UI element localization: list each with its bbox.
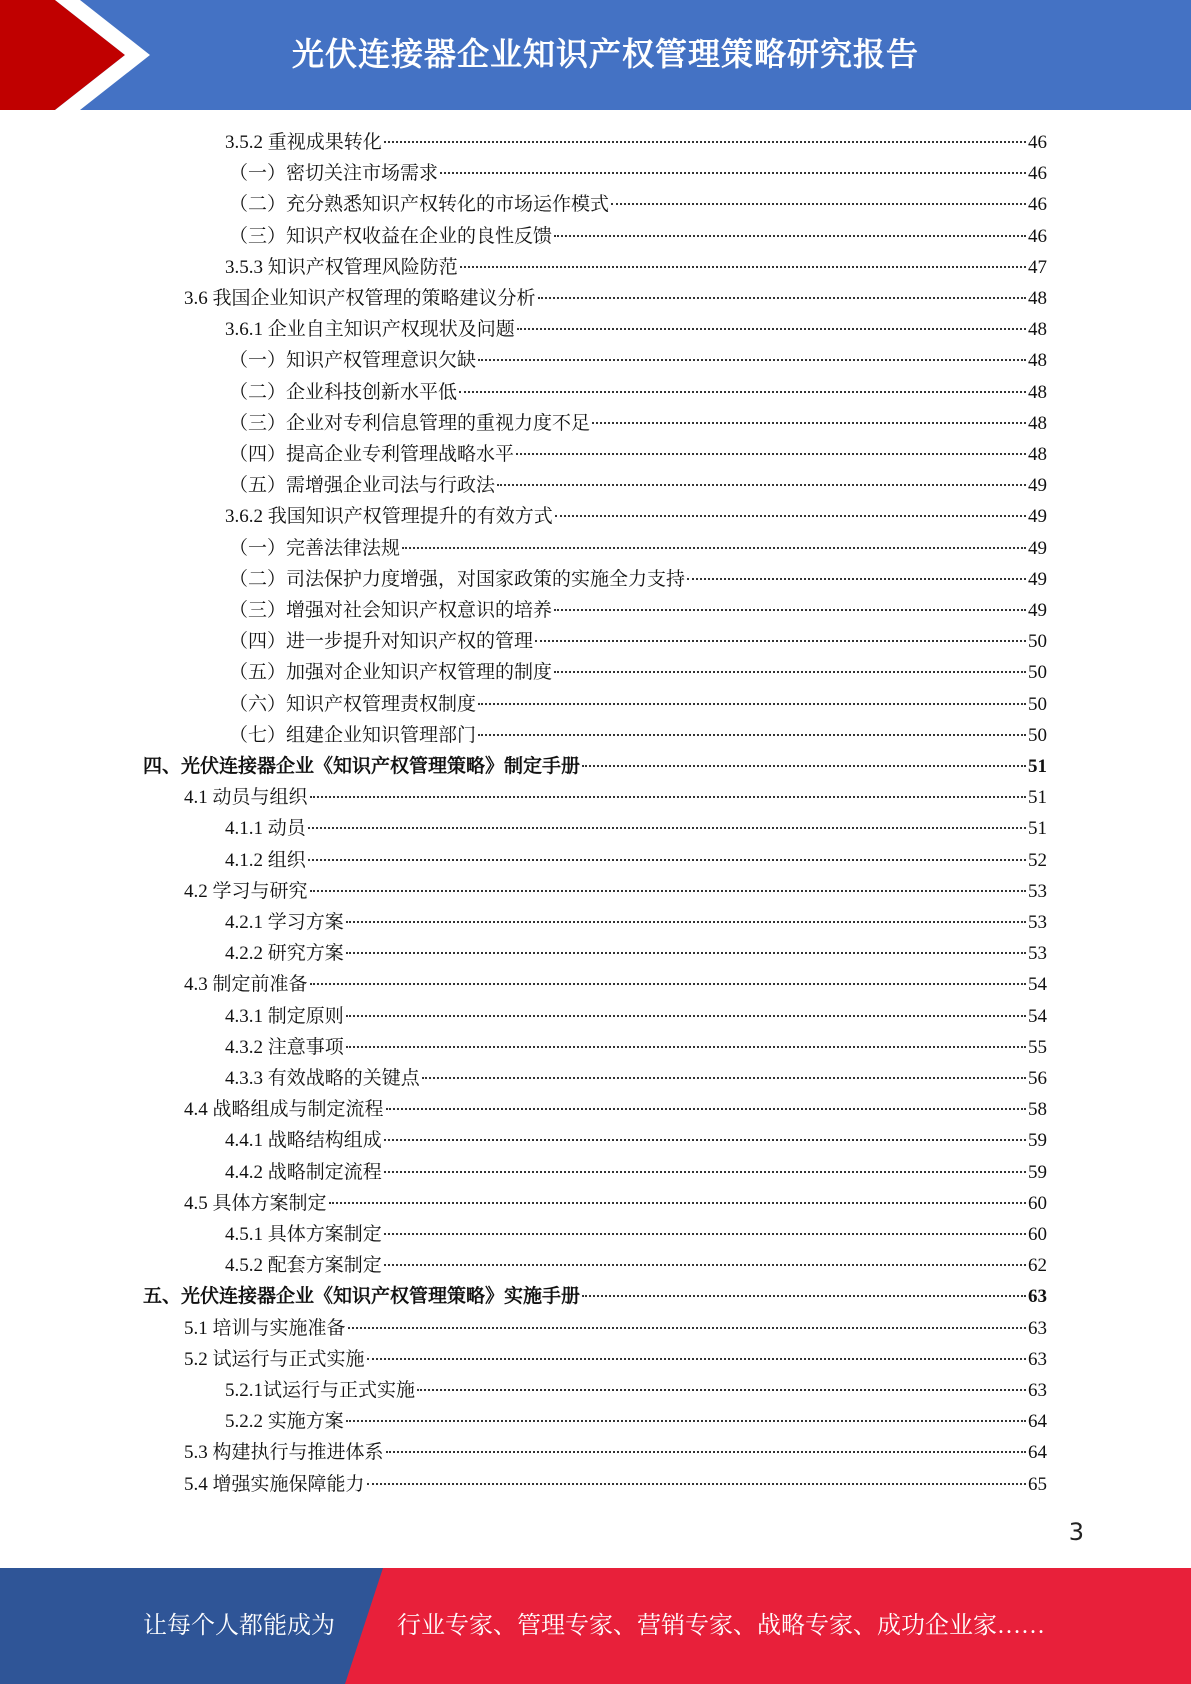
toc-entry-number: 五、 [143, 1286, 182, 1308]
toc-entry-page: 53 [1028, 880, 1047, 902]
toc-entry-label: 学习与研究 [212, 880, 308, 902]
toc-entry-number: 3.6 [184, 288, 208, 309]
toc-dot-leader [459, 391, 1026, 393]
toc-entry[interactable] [225, 314, 1047, 345]
toc-entry[interactable] [143, 1281, 1047, 1312]
toc-entry[interactable] [229, 345, 1047, 376]
toc-entry-number: 3.6.1 [225, 319, 263, 341]
toc-entry[interactable] [229, 377, 1047, 408]
toc-entry-label: 重视成果转化 [267, 132, 382, 153]
toc-entry-label: 制定原则 [267, 1005, 344, 1027]
toc-entry[interactable] [225, 813, 1047, 844]
page-footer [0, 1568, 1191, 1684]
toc-entry[interactable] [225, 1063, 1047, 1094]
toc-dot-leader [346, 1015, 1026, 1017]
toc-entry[interactable] [225, 1406, 1047, 1437]
toc-dot-leader [592, 422, 1026, 424]
toc-entry-label: 动员 [267, 818, 306, 840]
toc-entry-label: 配套方案制定 [267, 1255, 382, 1277]
toc-entry[interactable] [229, 564, 1047, 595]
toc-dot-leader [535, 640, 1026, 642]
toc-entry-page: 49 [1028, 568, 1047, 590]
toc-entry[interactable] [229, 439, 1047, 470]
toc-entry-number: 4.2 [184, 880, 208, 902]
toc-entry-page: 51 [1028, 756, 1047, 777]
toc-entry[interactable] [225, 1032, 1047, 1063]
toc-entry-page: 60 [1028, 1224, 1047, 1245]
toc-entry-label: 知识产权管理风险防范 [267, 256, 458, 278]
toc-entry-label: 密切关注市场需求 [286, 163, 439, 185]
toc-entry-page: 53 [1028, 912, 1047, 933]
toc-entry-page: 48 [1028, 288, 1047, 309]
toc-entry-label: 战略结构组成 [267, 1130, 382, 1152]
toc-entry[interactable] [229, 189, 1047, 220]
toc-entry[interactable] [184, 1437, 1047, 1468]
report-title: 光伏连接器企业知识产权管理策略研究报告 [291, 35, 919, 73]
toc-entry[interactable] [225, 907, 1047, 938]
toc-entry-number: （三） [229, 225, 287, 247]
toc-entry-number: 4.4 [184, 1099, 208, 1121]
toc-entry[interactable] [229, 408, 1047, 439]
toc-entry-label: 进一步提升对知识产权的管理 [286, 631, 534, 653]
toc-dot-leader [386, 1108, 1026, 1110]
toc-dot-leader [440, 172, 1026, 174]
toc-entry-number: （三） [229, 600, 287, 621]
toc-entry[interactable] [184, 1344, 1047, 1375]
toc-entry[interactable] [184, 1313, 1047, 1344]
toc-entry-number: （三） [229, 412, 287, 434]
toc-dot-leader [308, 827, 1026, 829]
toc-dot-leader [367, 1358, 1026, 1360]
toc-entry-number: （五） [229, 662, 287, 684]
toc-entry[interactable] [143, 751, 1047, 782]
toc-entry-label: 增强实施保障能力 [212, 1473, 365, 1495]
toc-entry-number: 4.1.1 [225, 818, 263, 840]
toc-entry-number: 4.5.1 [225, 1224, 263, 1245]
toc-dot-leader [346, 1046, 1026, 1048]
toc-dot-leader [310, 796, 1026, 798]
toc-entry-number: 4.1.2 [225, 849, 263, 871]
toc-dot-leader [478, 359, 1026, 361]
toc-entry-label: 需增强企业司法与行政法 [286, 475, 496, 497]
toc-dot-leader [517, 328, 1026, 330]
toc-entry[interactable] [229, 221, 1047, 252]
toc-entry-page: 65 [1028, 1473, 1047, 1495]
toc-entry-number: 3.6.2 [225, 506, 263, 528]
toc-entry[interactable] [225, 1001, 1047, 1032]
toc-entry-label: 组建企业知识管理部门 [286, 724, 477, 746]
toc-dot-leader [367, 1483, 1026, 1485]
toc-entry-label: 知识产权收益在企业的良性反馈 [286, 225, 553, 247]
toc-entry-number: （五） [229, 475, 287, 497]
toc-entry-number: （二） [229, 194, 287, 216]
toc-entry-page: 46 [1028, 225, 1047, 247]
toc-entry-page: 48 [1028, 412, 1047, 434]
toc-entry[interactable] [229, 595, 1047, 626]
toc-entry-number: 5.1 [184, 1317, 208, 1339]
toc-dot-leader [582, 1295, 1026, 1297]
toc-entry-number: 4.3.1 [225, 1005, 263, 1027]
toc-entry-page: 46 [1028, 132, 1047, 153]
toc-entry-label: 司法保护力度增强，对国家政策的实施全力支持 [286, 568, 686, 590]
toc-entry-label: 制定前准备 [212, 974, 308, 996]
toc-entry-number: 5.2 [184, 1348, 208, 1370]
toc-entry-page: 63 [1028, 1348, 1047, 1370]
toc-entry-label: 试运行与正式实施 [263, 1380, 416, 1401]
toc-entry[interactable] [225, 1219, 1047, 1250]
toc-entry-number: 4.3.3 [225, 1068, 263, 1089]
toc-entry-number: （一） [229, 537, 287, 559]
toc-entry-label: 动员与组织 [212, 787, 308, 809]
toc-entry-number: 4.3.2 [225, 1036, 263, 1058]
toc-dot-leader [554, 235, 1026, 237]
toc-entry-label: 实施方案 [267, 1411, 344, 1433]
toc-entry-label: 注意事项 [267, 1036, 344, 1058]
toc-entry[interactable] [229, 689, 1047, 720]
toc-entry-label: 有效战略的关键点 [267, 1068, 420, 1089]
toc-dot-leader [582, 765, 1026, 767]
toc-entry-label: 战略制定流程 [267, 1161, 382, 1183]
toc-entry-label: 组织 [267, 849, 306, 871]
toc-entry-number: （七） [229, 724, 287, 746]
toc-entry-page: 53 [1028, 943, 1047, 965]
toc-entry-number: 5.3 [184, 1442, 208, 1464]
toc-entry[interactable] [184, 283, 1047, 314]
toc-entry-number: 5.4 [184, 1473, 208, 1495]
toc-entry-page: 58 [1028, 1099, 1047, 1121]
toc-entry-page: 62 [1028, 1255, 1047, 1277]
toc-entry-label: 充分熟悉知识产权转化的市场运作模式 [286, 194, 610, 216]
toc-entry[interactable] [229, 533, 1047, 564]
toc-entry[interactable] [184, 1094, 1047, 1125]
toc-dot-leader [310, 983, 1026, 985]
toc-entry-page: 64 [1028, 1411, 1047, 1433]
toc-entry-label: 加强对企业知识产权管理的制度 [286, 662, 553, 684]
toc-entry[interactable] [184, 1469, 1047, 1500]
toc-entry-label: 光伏连接器企业《知识产权管理策略》制定手册 [181, 756, 581, 777]
toc-entry-number: 四、 [143, 756, 182, 777]
toc-entry[interactable] [184, 782, 1047, 813]
toc-entry-label: 构建执行与推进体系 [212, 1442, 384, 1464]
toc-entry[interactable] [229, 626, 1047, 657]
toc-entry-number: 5.2.2 [225, 1411, 263, 1433]
page-header [0, 0, 1191, 110]
toc-entry-number: 3.5.2 [225, 132, 263, 153]
toc-entry-label: 研究方案 [267, 943, 344, 965]
toc-entry[interactable] [229, 657, 1047, 688]
toc-entry-label: 具体方案制定 [267, 1224, 382, 1245]
toc-entry-label: 培训与实施准备 [212, 1317, 346, 1339]
toc-entry-number: 5.2.1 [225, 1380, 263, 1401]
toc-entry-page: 52 [1028, 849, 1047, 871]
toc-entry-page: 59 [1028, 1161, 1047, 1183]
toc-dot-leader [386, 1451, 1026, 1453]
toc-entry-page: 48 [1028, 444, 1047, 465]
toc-entry-number: （二） [229, 381, 287, 403]
footer-slogan-left: 让每个人都能成为 [143, 1613, 335, 1639]
toc-dot-leader [460, 266, 1026, 268]
toc-dot-leader [478, 734, 1026, 736]
toc-dot-leader [346, 1420, 1026, 1422]
toc-dot-leader [310, 890, 1026, 892]
toc-entry-number: 3.5.3 [225, 256, 263, 278]
toc-entry-label: 知识产权管理意识欠缺 [286, 350, 477, 372]
toc-entry-label: 战略组成与制定流程 [212, 1099, 384, 1121]
toc-dot-leader [402, 547, 1026, 549]
toc-entry-label: 我国知识产权管理提升的有效方式 [267, 506, 553, 528]
toc-dot-leader [516, 453, 1026, 455]
toc-dot-leader [384, 141, 1026, 143]
toc-entry-page: 59 [1028, 1130, 1047, 1152]
toc-dot-leader [346, 921, 1026, 923]
toc-entry-page: 46 [1028, 163, 1047, 185]
toc-dot-leader [308, 859, 1026, 861]
toc-entry-page: 63 [1028, 1286, 1047, 1308]
toc-entry[interactable] [225, 127, 1047, 158]
toc-entry[interactable] [225, 1125, 1047, 1156]
toc-entry[interactable] [229, 158, 1047, 189]
toc-entry-page: 49 [1028, 506, 1047, 528]
toc-entry[interactable] [229, 720, 1047, 751]
toc-entry[interactable] [225, 938, 1047, 969]
toc-entry-page: 55 [1028, 1036, 1047, 1058]
toc-entry[interactable] [225, 501, 1047, 532]
toc-entry-label: 提高企业专利管理战略水平 [286, 444, 515, 465]
toc-entry-page: 50 [1028, 724, 1047, 746]
toc-entry[interactable] [184, 969, 1047, 1000]
toc-entry-page: 49 [1028, 537, 1047, 559]
toc-entry-label: 增强对社会知识产权意识的培养 [286, 600, 553, 621]
toc-dot-leader [417, 1389, 1026, 1391]
toc-entry-page: 47 [1028, 256, 1047, 278]
toc-dot-leader [687, 578, 1026, 580]
toc-entry[interactable] [229, 470, 1047, 501]
toc-entry-page: 49 [1028, 600, 1047, 621]
toc-entry-page: 60 [1028, 1192, 1047, 1214]
toc-dot-leader [538, 297, 1026, 299]
toc-entry[interactable] [184, 876, 1047, 907]
toc-dot-leader [478, 703, 1026, 705]
toc-entry-page: 48 [1028, 381, 1047, 403]
toc-dot-leader [554, 671, 1026, 673]
footer-slogan-right: 行业专家、管理专家、营销专家、战略专家、成功企业家…… [397, 1613, 1045, 1639]
toc-dot-leader [611, 203, 1026, 205]
toc-entry-label: 知识产权管理责权制度 [286, 693, 477, 715]
toc-entry[interactable] [225, 1250, 1047, 1281]
toc-entry-label: 学习方案 [267, 912, 344, 933]
toc-entry-page: 56 [1028, 1068, 1047, 1089]
toc-entry-number: （四） [229, 444, 287, 465]
toc-entry-page: 50 [1028, 631, 1047, 653]
toc-dot-leader [384, 1139, 1026, 1141]
toc-entry-number: 4.4.1 [225, 1130, 263, 1152]
toc-entry-page: 48 [1028, 319, 1047, 341]
page-number: 3 [1068, 1518, 1084, 1546]
toc-dot-leader [384, 1171, 1026, 1173]
toc-entry[interactable] [184, 1188, 1047, 1219]
toc-entry-page: 63 [1028, 1380, 1047, 1401]
toc-dot-leader [422, 1077, 1026, 1079]
toc-entry[interactable] [225, 845, 1047, 876]
toc-entry-number: 4.1 [184, 787, 208, 809]
toc-dot-leader [497, 484, 1026, 486]
toc-dot-leader [384, 1264, 1026, 1266]
toc-entry-label: 企业自主知识产权现状及问题 [267, 319, 515, 341]
toc-entry-page: 51 [1028, 787, 1047, 809]
toc-entry-number: 4.2.1 [225, 912, 263, 933]
toc-entry-page: 64 [1028, 1442, 1047, 1464]
toc-entry-page: 48 [1028, 350, 1047, 372]
toc-entry-page: 50 [1028, 662, 1047, 684]
toc-entry-number: （四） [229, 631, 287, 653]
toc-entry-page: 54 [1028, 974, 1047, 996]
toc-entry-number: （一） [229, 350, 287, 372]
toc-dot-leader [384, 1233, 1026, 1235]
toc-entry-label: 企业对专利信息管理的重视力度不足 [286, 412, 591, 434]
toc-entry-number: 4.4.2 [225, 1161, 263, 1183]
toc-entry-label: 光伏连接器企业《知识产权管理策略》实施手册 [181, 1286, 581, 1308]
toc-entry-number: 4.3 [184, 974, 208, 996]
toc-entry-label: 完善法律法规 [286, 537, 401, 559]
toc-entry-page: 63 [1028, 1317, 1047, 1339]
toc-entry-page: 46 [1028, 194, 1047, 216]
toc-entry-label: 试运行与正式实施 [212, 1348, 365, 1370]
toc-entry-number: （六） [229, 693, 287, 715]
toc-entry-page: 49 [1028, 475, 1047, 497]
toc-entry-page: 51 [1028, 818, 1047, 840]
toc-entry-number: 4.2.2 [225, 943, 263, 965]
toc-entry[interactable] [225, 252, 1047, 283]
toc-entry-number: 4.5.2 [225, 1255, 263, 1277]
toc-dot-leader [329, 1202, 1026, 1204]
toc-entry-label: 企业科技创新水平低 [286, 381, 458, 403]
toc-entry-label: 我国企业知识产权管理的策略建议分析 [212, 288, 536, 309]
toc-dot-leader [554, 609, 1026, 611]
toc-entry-number: 4.5 [184, 1192, 208, 1214]
toc-entry-label: 具体方案制定 [212, 1192, 327, 1214]
toc-dot-leader [346, 952, 1026, 954]
toc-entry-number: （二） [229, 568, 287, 590]
toc-entry-page: 54 [1028, 1005, 1047, 1027]
toc-entry[interactable] [225, 1375, 1047, 1406]
toc-entry-number: （一） [229, 163, 287, 185]
toc-dot-leader [555, 515, 1026, 517]
toc-entry-page: 50 [1028, 693, 1047, 715]
toc-dot-leader [348, 1327, 1026, 1329]
toc-entry[interactable] [225, 1157, 1047, 1188]
